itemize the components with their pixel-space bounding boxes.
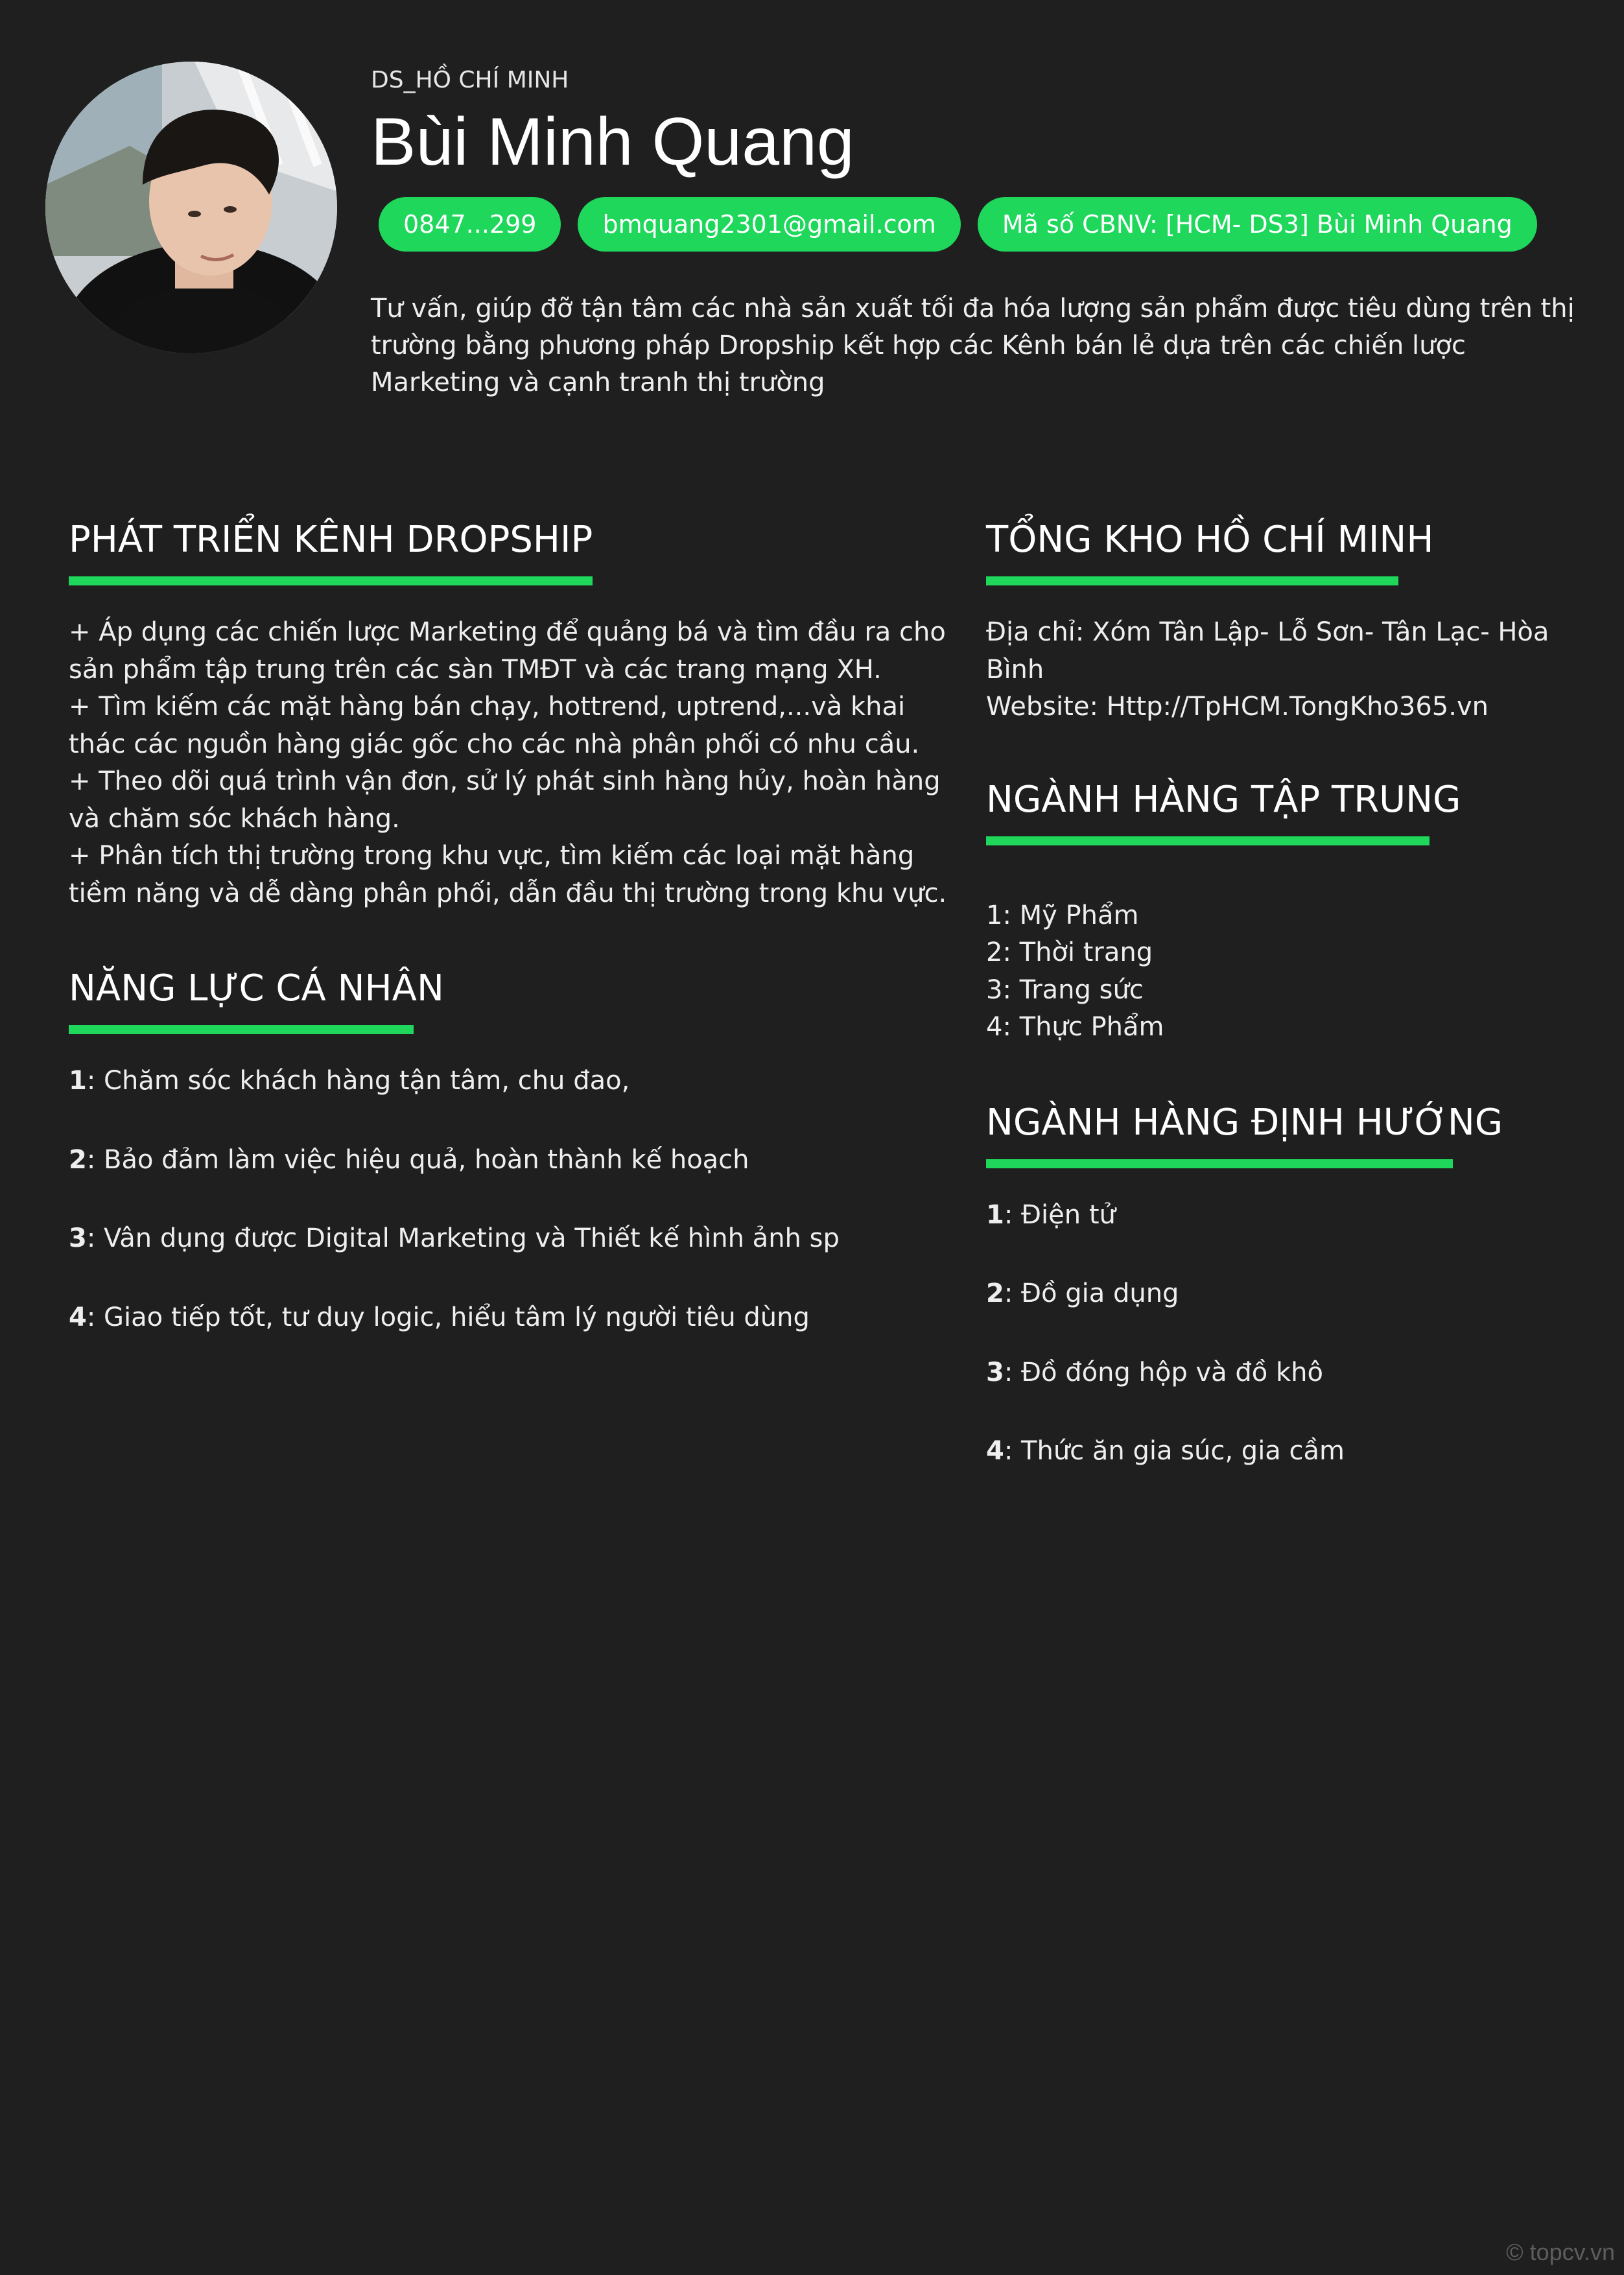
- section-title-skills: NĂNG LỰC CÁ NHÂN: [69, 967, 444, 1009]
- watermark: © topcv.vn: [1506, 2239, 1615, 2265]
- section-underline: [69, 576, 593, 585]
- list-item: 4: Thức ăn gia súc, gia cầm: [986, 1436, 1345, 1466]
- list-item: 3: Đồ đóng hộp và đồ khô: [986, 1357, 1323, 1387]
- employee-id-chip: Mã số CBNV: [HCM- DS3] Bùi Minh Quang: [978, 197, 1537, 252]
- list-item: 1: Điện tử: [986, 1199, 1116, 1230]
- section-oriented-categories: [986, 1098, 1589, 1470]
- list-item: 2: Thời trang: [986, 937, 1153, 967]
- right-column: [986, 515, 1589, 1470]
- list-item: 1: Chăm sóc khách hàng tận tâm, chu đao,: [69, 1066, 630, 1096]
- list-item: 3: Trang sức: [986, 974, 1144, 1005]
- contact-chips: [379, 197, 1583, 252]
- section-underline: [986, 836, 1430, 845]
- section-title-focus: NGÀNH HÀNG TẬP TRUNG: [986, 778, 1461, 821]
- warehouse-address: Địa chỉ: Xóm Tân Lập- Lỗ Sơn- Tân Lạc- Hòa Bình: [986, 617, 1549, 685]
- profile-photo: [45, 62, 337, 353]
- section-skills: [69, 964, 950, 1336]
- section-underline: [986, 1159, 1453, 1168]
- warehouse-info: [986, 614, 1589, 726]
- focus-list: [986, 897, 1589, 1046]
- section-dropship: [69, 515, 950, 912]
- section-underline: [986, 576, 1398, 585]
- header: [371, 64, 1583, 401]
- job-position: DS_HỒ CHÍ MINH: [371, 67, 569, 93]
- email-chip[interactable]: bmquang2301@gmail.com: [578, 197, 960, 252]
- section-title-dropship: PHÁT TRIỂN KÊNH DROPSHIP: [69, 519, 593, 561]
- section-underline: [69, 1025, 414, 1034]
- dropship-line: + Phân tích thị trường trong khu vực, tìm kiếm các loại mặt hàng tiềm năng và dễ dàng phân phối, dẫn đầu thị trường trong khu vực.: [69, 841, 947, 908]
- section-title-oriented: NGÀNH HÀNG ĐỊNH HƯỚNG: [986, 1101, 1503, 1144]
- phone-chip[interactable]: 0847...299: [379, 197, 561, 252]
- profile-photo-image: [45, 62, 337, 353]
- career-summary: Tư vấn, giúp đỡ tận tâm các nhà sản xuất tối đa hóa lượng sản phẩm được tiêu dùng trên thị trường bằng phương pháp Dropship kết hợp các Kênh bán lẻ dựa trên các chiến lược Marketing và cạnh tranh thị trường: [371, 294, 1575, 397]
- left-column: [69, 515, 950, 1336]
- oriented-list: [986, 1197, 1589, 1470]
- skills-list: [69, 1063, 950, 1336]
- dropship-line: + Tìm kiếm các mặt hàng bán chạy, hottrend, uptrend,...và khai thác các nguồn hàng giác gốc cho các nhà phân phối có nhu cầu.: [69, 692, 920, 759]
- dropship-line: + Áp dụng các chiến lược Marketing để quảng bá và tìm đầu ra cho sản phẩm tập trung trên các sàn TMĐT và các trang mạng XH.: [69, 617, 946, 685]
- list-item: 2: Bảo đảm làm việc hiệu quả, hoàn thành kế hoạch: [69, 1144, 749, 1175]
- warehouse-website[interactable]: Website: Http://TpHCM.TongKho365.vn: [986, 692, 1489, 722]
- section-warehouse: [986, 515, 1589, 726]
- list-item: 4: Giao tiếp tốt, tư duy logic, hiểu tâm lý người tiêu dùng: [69, 1302, 810, 1332]
- section-title-warehouse: TỔNG KHO HỒ CHÍ MINH: [986, 519, 1434, 561]
- list-item: 4: Thực Phẩm: [986, 1012, 1164, 1042]
- section-focus-categories: [986, 775, 1589, 1046]
- list-item: 1: Mỹ Phẩm: [986, 900, 1139, 930]
- list-item: 3: Vân dụng được Digital Marketing và Thiết kế hình ảnh sp: [69, 1223, 840, 1253]
- dropship-line: + Theo dõi quá trình vận đơn, sử lý phát sinh hàng hủy, hoàn hàng và chăm sóc khách hàng.: [69, 766, 941, 834]
- dropship-description: [69, 614, 950, 912]
- list-item: 2: Đồ gia dụng: [986, 1279, 1179, 1308]
- full-name: Bùi Minh Quang: [371, 104, 854, 180]
